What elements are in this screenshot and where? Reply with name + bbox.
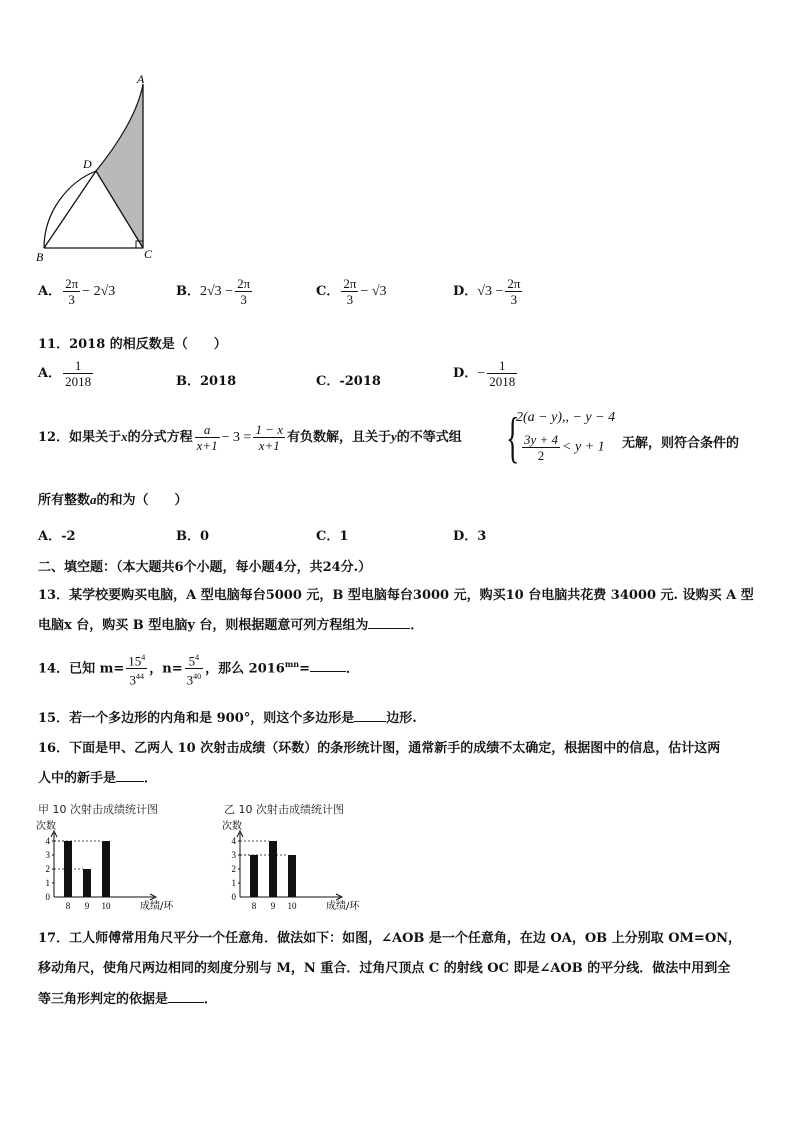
q13-answer-blank[interactable] — [368, 618, 410, 629]
y-tick-label: 0 — [45, 892, 50, 902]
x-tick-label: 10 — [287, 901, 297, 911]
y-tick-label: 2 — [45, 864, 50, 874]
q11-stem: 11．2018 的相反数是（ ） — [38, 337, 227, 352]
q15: 15．若一个多边形的内角和是 900°，则这个多边形是 边形. — [38, 711, 417, 726]
bar — [250, 855, 258, 897]
q13-line1: 13．某学校要购买电脑，A 型电脑每台5000 元，B 型电脑每台3000 元，购买10 台电脑共花费 34000 元. 设购买 A 型 — [38, 588, 754, 603]
q16-line2: 人中的新手是 ． — [38, 771, 158, 786]
q12-option-c[interactable]: C．1 — [316, 529, 349, 544]
chart-jia-title: 甲 10 次射击成绩统计图 — [38, 803, 158, 816]
q11-option-d[interactable]: D．− $\frac{1}{2018}$ — [453, 358, 516, 389]
q17-answer-blank[interactable] — [168, 992, 204, 1003]
label-C: C — [144, 247, 153, 261]
q17-line2: 移动角尺，使角尺两边相同的刻度分别与 M，N 重合．过角尺顶点 C 的射线 OC 即是∠AOB 的平分线．做法中用到全 — [38, 961, 731, 976]
q10-option-c[interactable]: C． $\frac{2\pi}{3}$ − √3 — [316, 276, 387, 307]
q12-option-b[interactable]: B．0 — [176, 529, 210, 544]
y-axis-label: 次数 — [222, 821, 242, 832]
y-tick-label: 4 — [231, 836, 236, 846]
y-tick-label: 4 — [45, 836, 50, 846]
bar — [102, 841, 110, 897]
y-tick-label: 1 — [45, 878, 50, 888]
q10-option-d[interactable]: D．√3 − $\frac{2\pi}{3}$ — [453, 276, 521, 307]
x-tick-label: 10 — [101, 901, 111, 911]
q12-stem: 12．如果关于x的分式方程 $\frac{a}{x+1}$ − 3 = $\frac{1 - x}{x+1}$ 有负数解，且关于y的不等式组 — [38, 422, 462, 453]
y-axis-label: 次数 — [36, 821, 56, 832]
q14-answer-blank[interactable] — [310, 661, 346, 672]
q12-option-a[interactable]: A．-2 — [38, 529, 76, 544]
section-heading: 二、填空题：（本大题共6个小题，每小题4分，共24分.） — [38, 560, 372, 575]
q13-line2: 电脑x 台，购买 B 型电脑y 台，则根据题意可列方程组为 ． — [38, 618, 424, 633]
q11-option-c[interactable]: C．-2018 — [316, 374, 381, 389]
bar — [288, 855, 296, 897]
geometry-figure — [30, 72, 160, 267]
chart-yi-title: 乙 10 次射击成绩统计图 — [224, 803, 344, 816]
x-tick-label: 8 — [65, 901, 71, 911]
q12-stem-line2: 所有整数a的和为（ ） — [38, 492, 188, 508]
q10-option-b[interactable]: B．2√3 − $\frac{2\pi}{3}$ — [176, 276, 251, 307]
x-tick-label: 9 — [270, 901, 276, 911]
x-tick-label: 9 — [84, 901, 90, 911]
q11-option-b[interactable]: B．2018 — [176, 374, 237, 389]
chart-jia — [32, 817, 217, 917]
q17-line3: 等三角形判定的依据是 ． — [38, 992, 218, 1007]
bar — [83, 869, 91, 897]
y-tick-label: 1 — [231, 878, 236, 888]
y-tick-label: 3 — [231, 850, 236, 860]
bar — [269, 841, 277, 897]
q12-inequality-1: 2(a − y),, − y − 4 — [516, 410, 616, 425]
y-tick-label: 2 — [231, 864, 236, 874]
y-tick-label: 0 — [231, 892, 236, 902]
label-B: B — [36, 250, 44, 264]
label-D: D — [83, 157, 92, 171]
q17-line1: 17．工人师傅常用角尺平分一个任意角．做法如下：如图，∠AOB 是一个任意角，在边 OA，OB 上分别取 OM=ON， — [38, 931, 742, 946]
y-tick-label: 3 — [45, 850, 50, 860]
q16-answer-blank[interactable] — [116, 771, 144, 782]
q12-stem-end: 无解，则符合条件的 — [622, 436, 740, 451]
x-axis-label: 成绩/环 — [140, 901, 174, 912]
q12-option-d[interactable]: D．3 — [453, 529, 487, 544]
x-tick-label: 8 — [251, 901, 257, 911]
q12-inequality-2: $\frac{3y + 4}{2}$ < y + 1 — [524, 432, 605, 463]
chart-yi — [218, 817, 403, 917]
x-axis-label: 成绩/环 — [326, 901, 360, 912]
q15-answer-blank[interactable] — [354, 711, 386, 722]
label-A: A — [137, 72, 145, 86]
q14: 14．已知 m= $\frac{15^4}{3^{44}}$ ，n= $\frac{5^4}{3^{40}}$ ，那么 $2016^{mn}=$ ． — [38, 650, 359, 688]
q12-inequality-brace: { — [506, 407, 520, 469]
q10-option-a[interactable]: A． $\frac{2\pi}{3}$ − 2√3 — [38, 276, 116, 307]
q16-line1: 16．下面是甲、乙两人 10 次射击成绩（环数）的条形统计图，通常新手的成绩不太确定，根据图中的信息，估计这两 — [38, 741, 721, 756]
segment-BD — [44, 171, 96, 248]
q11-option-a[interactable]: A． $\frac{1}{2018}$ — [38, 358, 92, 389]
